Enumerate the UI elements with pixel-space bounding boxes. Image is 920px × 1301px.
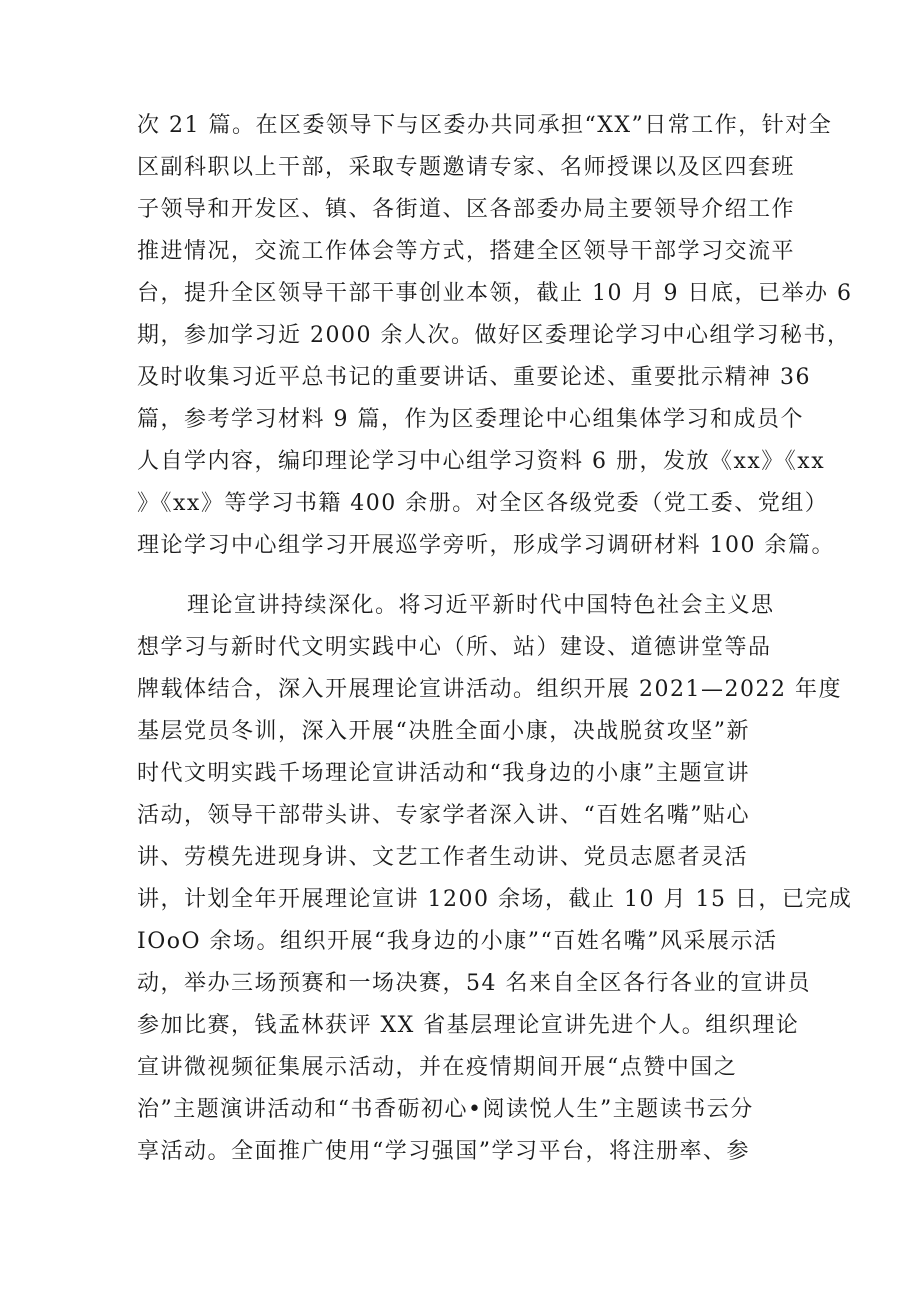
paragraph-study-work [137,105,852,567]
text-line: 讲，计划全年开展理论宣讲 1200 余场，截止 10 月 15 日，已完成 [137,887,853,912]
text-line: 期，参加学习近 2000 余人次。做好区委理论学习中心组学习秘书， [137,323,851,348]
text-line: 讲、劳模先进现身讲、文艺工作者生动讲、党员志愿者灵活 [137,845,749,870]
text-line: 参加比赛，钱孟林获评 XX 省基层理论宣讲先进个人。组织理论 [137,1013,800,1038]
text-line: 》《xx》等学习书籍 400 余册。对全区各级党委（党工委、党组） [137,491,829,516]
text-line: 理论学习中心组学习开展巡学旁听，形成学习调研材料 100 余篇。 [137,533,835,558]
text-line: 活动，领导干部带头讲、专家学者深入讲、“百姓名嘴”贴心 [137,803,750,828]
text-line: 宣讲微视频征集展示活动，并在疫情期间开展“点赞中国之 [137,1055,738,1080]
text-line: 推进情况，交流工作体会等方式，搭建全区领导干部学习交流平 [137,239,796,264]
paragraph-theory-lectures [137,585,852,1173]
text-line: 台，提升全区领导干部干事创业本领，截止 10 月 9 日底，已举办 6 [137,281,853,306]
text-line: 牌载体结合，深入开展理论宣讲活动。组织开展 2021—2022 年度 [137,677,842,702]
text-line: 子领导和开发区、镇、各街道、区各部委办局主要领导介绍工作 [137,197,796,222]
text-line: 时代文明实践千场理论宣讲活动和“我身边的小康”主题宣讲 [137,761,750,786]
text-line: 人自学内容，编印理论学习中心组学习资料 6 册，发放《xx》《xx [137,449,826,474]
text-line: 享活动。全面推广使用“学习强国”学习平台，将注册率、参 [137,1139,750,1164]
text-line: 篇，参考学习材料 9 篇，作为区委理论中心组集体学习和成员个 [137,407,804,432]
text-line: 想学习与新时代文明实践中心（所、站）建设、道德讲堂等品 [137,635,772,660]
text-line: IOoO 余场。组织开展“我身边的小康”“百姓名嘴”风采展示活 [137,929,778,954]
text-line: 治”主题演讲活动和“书香砺初心•阅读悦人生”主题读书云分 [137,1097,754,1122]
text-line: 理论宣讲持续深化。将习近平新时代中国特色社会主义思 [187,593,775,618]
text-line: 次 21 篇。在区委领导下与区委办共同承担“XX”日常工作，针对全 [137,113,833,138]
text-line: 区副科职以上干部，采取专题邀请专家、名师授课以及区四套班 [137,155,796,180]
text-line: 动，举办三场预赛和一场决赛，54 名来自全区各行各业的宣讲员 [137,971,811,996]
text-line: 基层党员冬训，深入开展“决胜全面小康，决战脱贫攻坚”新 [137,719,750,744]
text-line: 及时收集习近平总书记的重要讲话、重要论述、重要批示精神 36 [137,365,811,390]
